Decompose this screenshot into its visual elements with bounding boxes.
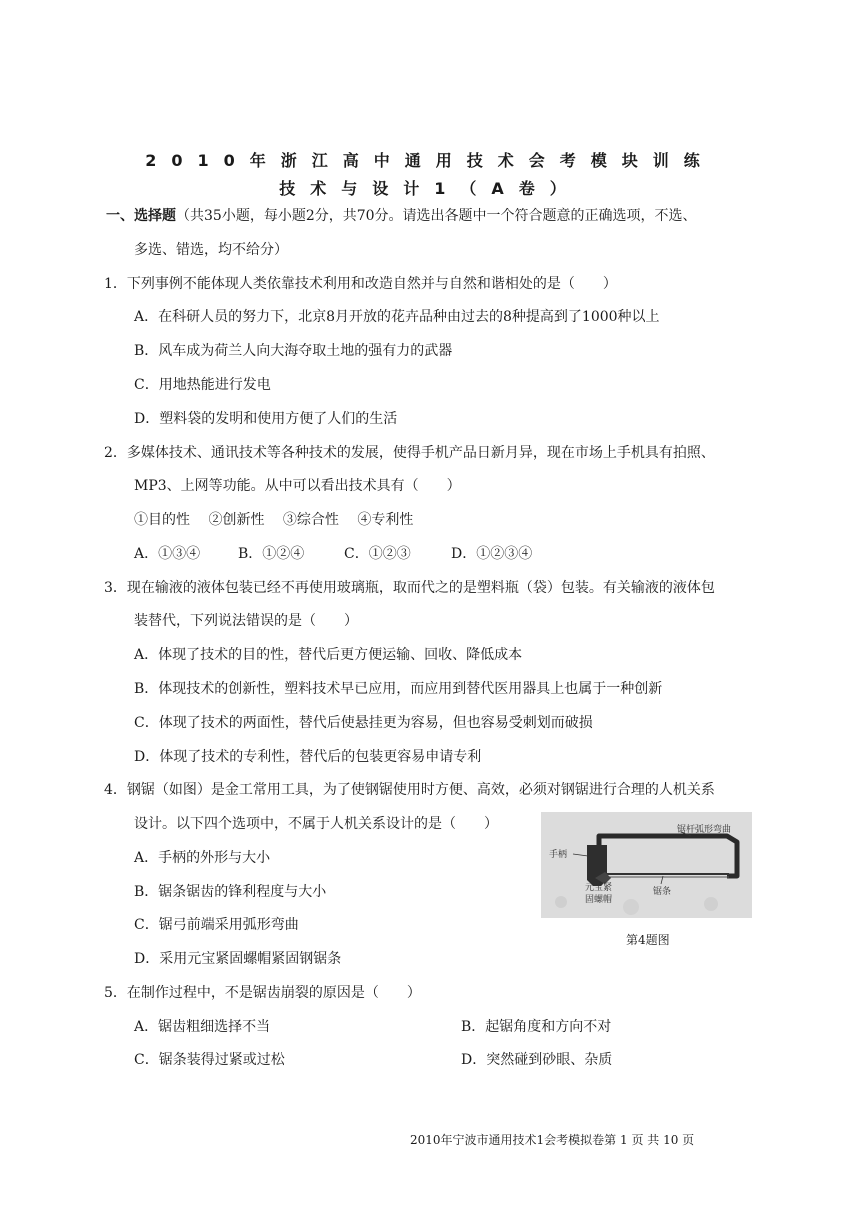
q2-option-a: A．①③④ <box>134 546 201 562</box>
figure-label-nut-2: 固螺帽 <box>585 895 613 905</box>
section-heading <box>106 206 697 226</box>
q1-option-a: A．在科研人员的努力下，北京8月开放的花卉品种由过去的8种提高到了1000种以上 <box>134 309 660 325</box>
figure-label-nut-1: 元宝紧 <box>585 883 613 893</box>
q5-option-c: C．锯条装得过紧或过松 <box>134 1052 285 1068</box>
q5-stem: 5．在制作过程中，不是锯齿崩裂的原因是（ ） <box>104 985 421 1001</box>
q4-stem-line1: 4．钢锯（如图）是金工常用工具，为了使钢锯使用时方便、高效，必须对钢锯进行合理的人机关系 <box>104 782 715 798</box>
section-label: 一、选择题 <box>106 208 176 224</box>
q5-option-d: D．突然碰到砂眼、杂质 <box>461 1052 613 1068</box>
q1-option-b: B．风车成为荷兰人向大海夺取土地的强有力的武器 <box>134 343 453 359</box>
q5-option-a: A．锯齿粗细选择不当 <box>134 1019 271 1035</box>
q1-option-c: C．用地热能进行发电 <box>134 377 271 393</box>
section-instruction: （共35小题，每小题2分，共70分。请选出各题中一个符合题意的正确选项，不选、 <box>176 208 697 224</box>
figure-label-blade: 锯条 <box>653 887 672 897</box>
exam-subtitle: 技术与设计1（A卷） <box>279 179 581 198</box>
hacksaw-figure <box>541 812 752 918</box>
figure-caption: 第4题图 <box>626 933 670 947</box>
q3-option-b: B．体现技术的创新性，塑料技术早已应用，而应用到替代医用器具上也属于一种创新 <box>134 681 663 697</box>
page-footer: 2010年宁波市通用技术1会考模拟卷第 1 页 共 10 页 <box>410 1133 695 1147</box>
q4-stem-line2: 设计。以下四个选项中，不属于人机关系设计的是（ ） <box>134 816 498 832</box>
q2-stem-line2: MP3、上网等功能。从中可以看出技术具有（ ） <box>134 478 461 494</box>
q2-option-d: D．①②③④ <box>451 546 533 562</box>
q3-stem-line1: 3．现在输液的液体包装已经不再使用玻璃瓶，取而代之的是塑料瓶（袋）包装。有关输液的液体包 <box>104 580 715 596</box>
q5-option-b: B．起锯角度和方向不对 <box>461 1019 612 1035</box>
q3-option-a: A．体现了技术的目的性，替代后更方便运输、回收、降低成本 <box>134 647 523 663</box>
q1-stem: 1．下列事例不能体现人类依靠技术利用和改造自然并与自然和谐相处的是（ ） <box>104 276 617 292</box>
exam-title: 2010年浙江高中通用技术会考模块训练 <box>145 151 715 170</box>
q4-option-b: B．锯条锯齿的锋利程度与大小 <box>134 884 327 900</box>
q4-option-c: C．锯弓前端采用弧形弯曲 <box>134 917 299 933</box>
q2-items: ①目的性 ②创新性 ③综合性 ④专利性 <box>134 512 414 528</box>
q4-option-a: A．手柄的外形与大小 <box>134 850 271 866</box>
q2-stem-line1: 2．多媒体技术、通讯技术等各种技术的发展，使得手机产品日新月异，现在市场上手机具有拍照、 <box>104 445 715 461</box>
section-instruction-cont: 多选、错选，均不给分） <box>134 242 288 258</box>
q2-option-b: B．①②④ <box>238 546 305 562</box>
q3-stem-line2: 装替代，下列说法错误的是（ ） <box>134 613 358 629</box>
figure-label-handle: 手柄 <box>549 850 568 860</box>
q3-option-d: D．体现了技术的专利性，替代后的包装更容易申请专利 <box>134 749 482 765</box>
q2-option-c: C．①②③ <box>344 546 411 562</box>
figure-label-arc: 锯杆弧形弯曲 <box>677 825 732 835</box>
q3-option-c: C．体现了技术的两面性，替代后使悬挂更为容易，但也容易受刺划而破损 <box>134 715 593 731</box>
q1-option-d: D．塑料袋的发明和使用方便了人们的生活 <box>134 411 398 427</box>
q4-option-d: D．采用元宝紧固螺帽紧固钢锯条 <box>134 951 342 967</box>
